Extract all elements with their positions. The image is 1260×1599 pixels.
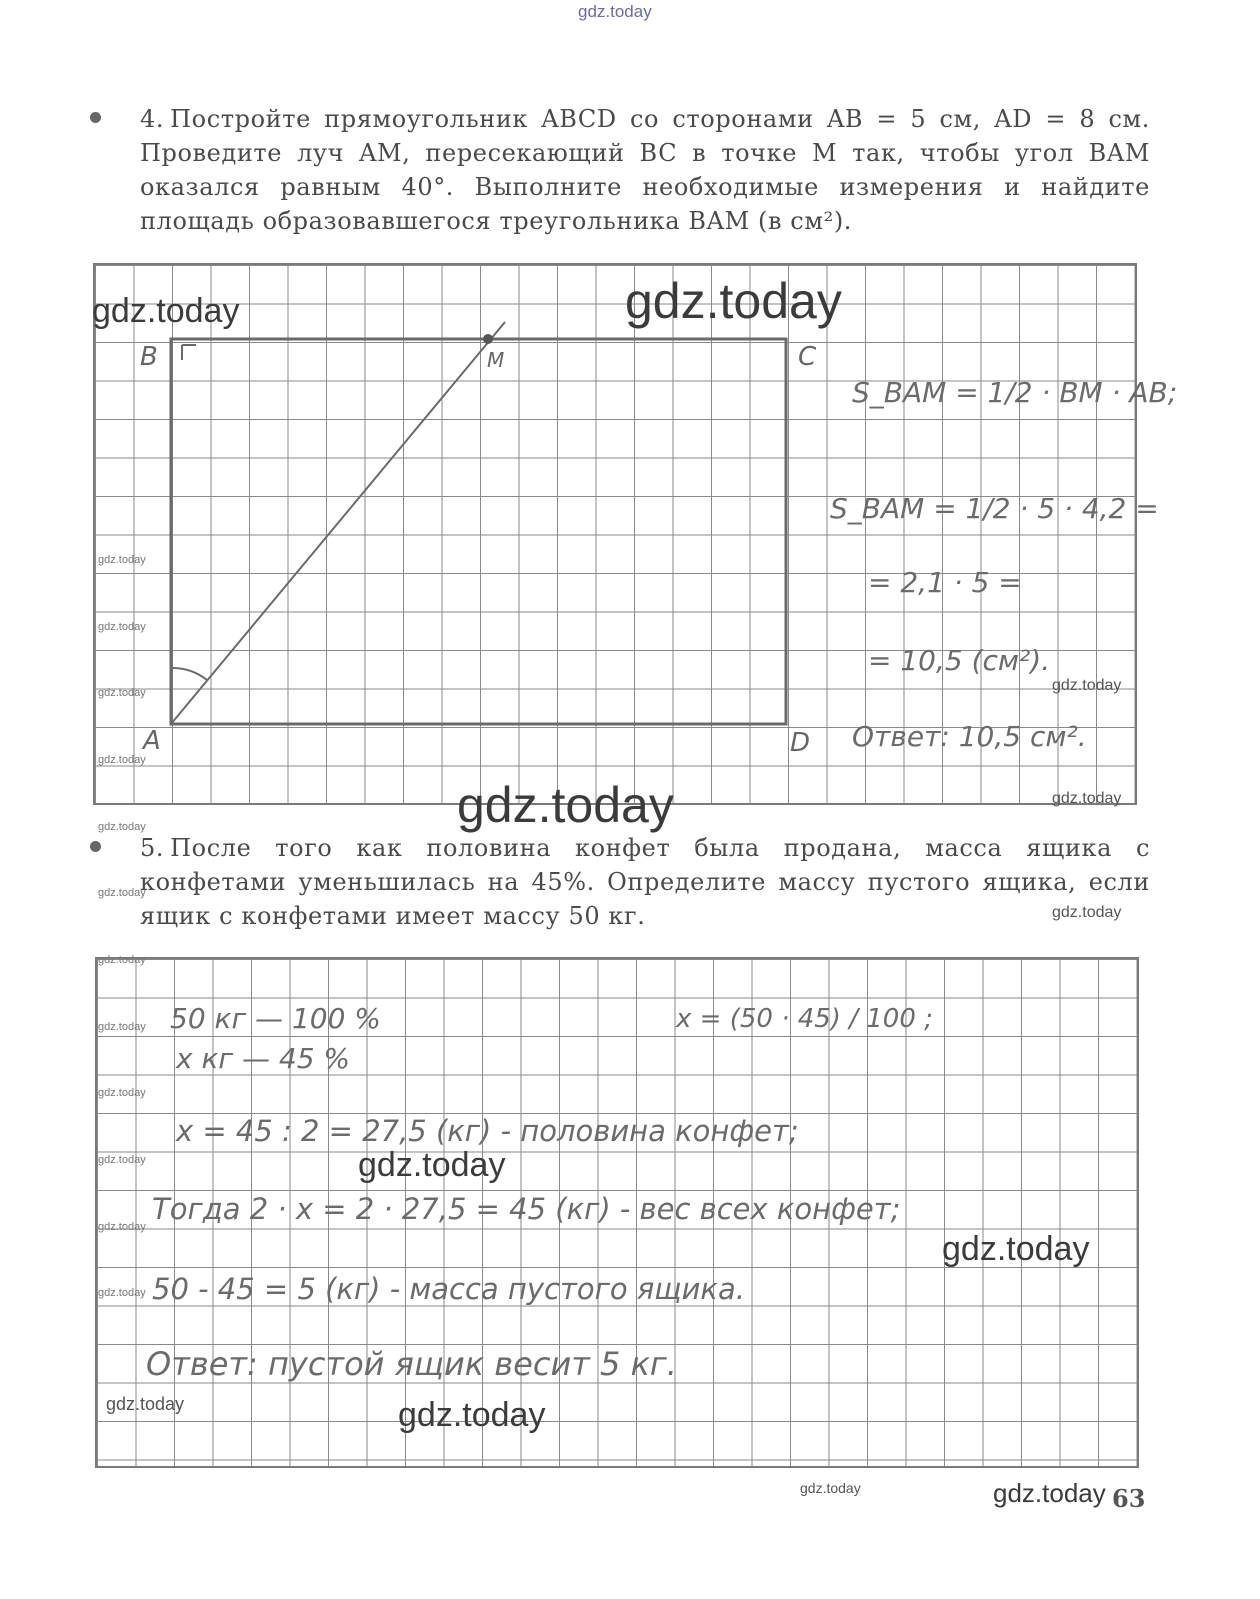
watermark: gdz.today: [98, 554, 146, 566]
watermark: gdz.today: [106, 1394, 185, 1414]
solution-5-answer: Ответ: пустой ящик весит 5 кг.: [146, 1345, 677, 1383]
solution-5-line-3: 50 - 45 = 5 (кг) - масса пустого ящика.: [152, 1272, 745, 1306]
problem-5-statement: [140, 831, 1150, 933]
watermark: gdz.today: [98, 621, 146, 633]
watermark: gdz.today: [457, 777, 674, 833]
solution-5-proportion-1: 50 кг — 100 %: [170, 1002, 381, 1035]
watermark: gdz.today: [98, 1287, 146, 1299]
watermark: gdz.today: [942, 1230, 1090, 1268]
watermark: gdz.today: [98, 754, 146, 766]
problem-text: После того как половина конфет была продана, масса ящика с конфетами уменьшилась на 45%. Определите массу пустого ящика, если ящик с конфетами имеет массу 50 кг.: [140, 834, 1150, 930]
label-b: B: [140, 342, 158, 372]
label-m: M: [487, 348, 505, 372]
solution-4-line-2: S_BAM = 1/2 · 5 · 4,2 =: [830, 492, 1159, 525]
watermark: gdz.today: [98, 1087, 146, 1099]
solution-4-line-3: = 2,1 · 5 =: [868, 566, 1022, 599]
ray-am: [171, 322, 505, 724]
watermark: gdz.today: [98, 954, 146, 966]
watermark: gdz.today: [1052, 790, 1122, 807]
rectangle-abcd: [171, 339, 786, 724]
solution-5-line-2: Тогда 2 · x = 2 · 27,5 = 45 (кг) - вес всех конфет;: [152, 1192, 901, 1226]
angle-arc: [171, 668, 207, 680]
solution-5-proportion-2: x кг — 45 %: [176, 1042, 351, 1075]
watermark: gdz.today: [98, 887, 146, 899]
problem-number: 4.: [140, 105, 165, 133]
watermark: gdz.today: [358, 1146, 506, 1184]
solution-5-fraction: x = (50 · 45) / 100 ;: [676, 1004, 933, 1034]
solution-4-answer: Ответ: 10,5 см².: [852, 720, 1087, 753]
label-d: D: [790, 728, 811, 758]
label-c: C: [798, 342, 817, 372]
problem-number: 5.: [140, 834, 165, 862]
watermark: gdz.today: [98, 821, 146, 833]
watermark-top: gdz.today: [578, 2, 652, 21]
solution-4-line-4: = 10,5 (см²).: [868, 644, 1051, 677]
solution-5-line-1: x = 45 : 2 = 27,5 (кг) - половина конфет;: [176, 1114, 799, 1148]
bullet: [90, 841, 101, 852]
watermark: gdz.today: [625, 273, 842, 329]
watermark: gdz.today: [800, 1480, 861, 1496]
watermark: gdz.today: [98, 1221, 146, 1233]
watermark: gdz.today: [1052, 677, 1122, 694]
watermark: gdz.today: [98, 1021, 146, 1033]
solution-4-line-1: S_BAM = 1/2 · BM · AB;: [852, 376, 1178, 409]
right-angle-mark: [182, 345, 196, 360]
watermark: gdz.today: [1052, 904, 1122, 921]
watermark: gdz.today: [398, 1396, 546, 1434]
watermark: gdz.today: [98, 1154, 146, 1166]
problem-text: Постройте прямоугольник ABCD со сторонами AB = 5 см, AD = 8 см. Проведите луч AM, пересекающий BC в точке M так, чтобы угол BAM оказался равным 40°. Выполните необходимые измерения и найдите площадь образовавшегося треугольника BAM (в см²).: [140, 105, 1150, 235]
watermark: gdz.today: [993, 1478, 1106, 1508]
point-m: [483, 334, 493, 344]
watermark: gdz.today: [92, 292, 240, 330]
page-number: 63: [1112, 1484, 1146, 1513]
problem-5: [90, 831, 1150, 933]
label-a: A: [143, 726, 161, 756]
watermark: gdz.today: [98, 687, 146, 699]
